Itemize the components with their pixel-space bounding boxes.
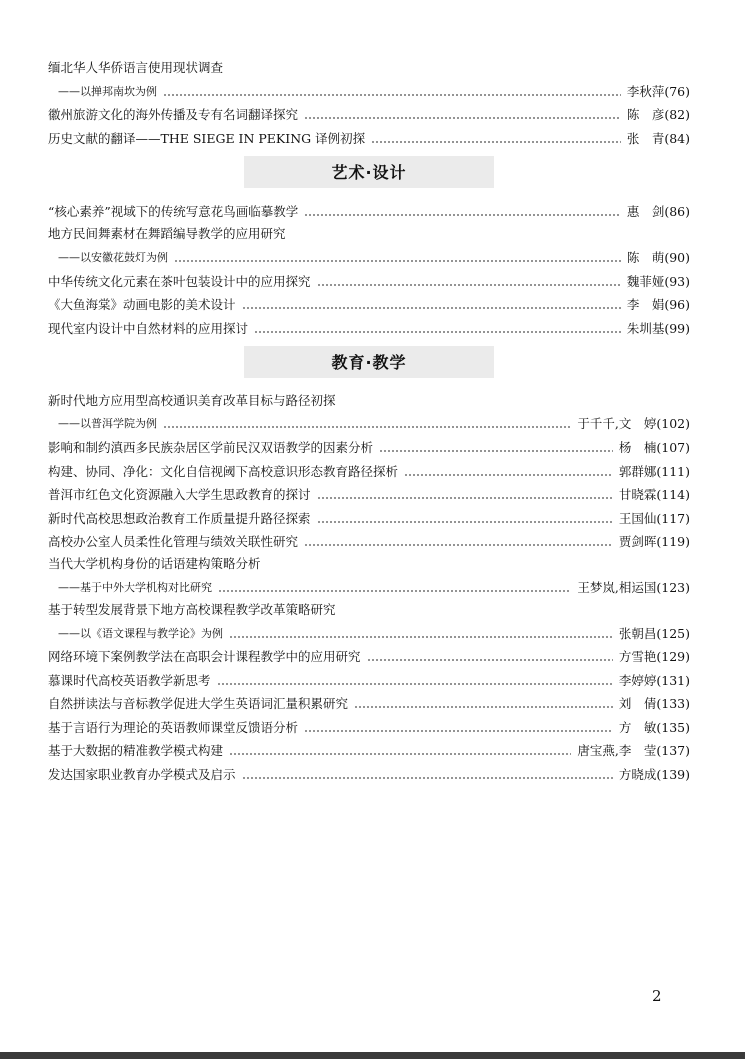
toc-title: 发达国家职业教育办学模式及启示 [48,767,236,783]
toc-author-page: 杨 楠(107) [618,439,690,455]
toc-entry [48,480,690,504]
dot-leader [254,331,621,333]
toc-entry [48,432,690,456]
dot-leader [317,521,613,523]
toc-entry [48,736,690,760]
toc-entry [48,618,690,642]
toc-author-page: 王梦岚,相运国(123) [577,579,690,595]
toc-author-page: 贾剑晖(119) [618,534,690,550]
dot-leader [371,141,621,143]
toc-author-page: 张 青(84) [626,130,690,146]
dot-leader [304,544,613,546]
bottom-rule [0,1052,745,1059]
toc-author-page: 张朝昌(125) [618,625,690,641]
dot-leader [163,94,621,96]
toc-title: 高校办公室人员柔性化管理与绩效关联性研究 [48,534,299,550]
toc-subtitle: ——以《语文课程与教学论》为例 [58,626,223,640]
toc-entry [48,712,690,736]
toc-author-page: 李 娟(96) [626,297,690,313]
toc-entry [48,266,690,290]
toc-title: 构建、协同、净化：文化自信视阈下高校意识形态教育路径探析 [48,463,399,479]
dot-leader [304,214,621,216]
toc-author-page: 郭群娜(111) [618,463,690,479]
toc-title: 网络环境下案例教学法在高职会计课程教学中的应用研究 [48,649,361,665]
toc-title: 历史文献的翻译——THE SIEGE IN PEKING 译例初探 [48,130,366,146]
section-title: 教育·教学 [244,346,494,378]
toc-author-page: 李婷婷(131) [618,672,690,688]
toc-article-title [48,387,690,409]
toc-title: 自然拼读法与音标教学促进大学生英语词汇量积累研究 [48,696,349,712]
toc-author-page: 陈 萌(90) [626,249,690,265]
toc-author-page: 陈 彦(82) [626,107,690,123]
toc-title: 现代室内设计中自然材料的应用探讨 [48,320,249,336]
toc-author-page: 方晓成(139) [618,767,690,783]
dot-leader [242,307,621,309]
toc-entry [48,456,690,480]
toc-title: 中华传统文化元素在茶叶包装设计中的应用探究 [48,273,311,289]
toc-article-title [48,220,690,242]
toc-entry [48,197,690,221]
toc-title: 普洱市红色文化资源融入大学生思政教育的探讨 [48,487,311,503]
toc-entry [48,409,690,433]
toc-title: 地方民间舞素材在舞蹈编导教学的应用研究 [48,226,286,242]
toc-author-page: 魏菲娅(93) [626,273,690,289]
dot-leader [354,706,613,708]
toc-entry [48,100,690,124]
toc-entry [48,290,690,314]
dot-leader [218,590,571,592]
toc-author-page: 甘晓霖(114) [618,487,690,503]
toc-entry [48,665,690,689]
dot-leader [174,260,621,262]
toc-author-page: 刘 倩(133) [618,696,690,712]
dot-leader [379,450,613,452]
toc-title: 影响和制约滇西多民族杂居区学前民汉双语教学的因素分析 [48,439,374,455]
dot-leader [229,753,571,755]
toc-entry [48,642,690,666]
toc-subtitle: ——基于中外大学机构对比研究 [58,580,212,594]
toc-article-title [48,596,690,618]
toc-entry [48,242,690,266]
dot-leader [229,636,613,638]
toc-entry [48,759,690,783]
toc-entry [48,503,690,527]
toc-entry [48,527,690,551]
toc-title: 《大鱼海棠》动画电影的美术设计 [48,297,236,313]
toc-title: 慕课时代高校英语教学新思考 [48,672,211,688]
toc-entry [48,123,690,147]
toc-title: 缅北华人华侨语言使用现状调查 [48,60,224,75]
toc-author-page: 李秋萍(76) [626,83,690,99]
toc-entry [48,313,690,337]
table-of-contents [48,54,690,783]
toc-author-page: 方 敏(135) [618,719,690,735]
toc-entry [48,572,690,596]
toc-entry [48,689,690,713]
toc-title: “核心素养”视域下的传统写意花鸟画临摹教学 [48,204,299,220]
toc-title: 徽州旅游文化的海外传播及专有名词翻译探究 [48,107,299,123]
toc-author-page: 唐宝燕,李 莹(137) [577,743,690,759]
page-number: 2 [652,987,662,1005]
toc-entry [48,76,690,100]
dot-leader [217,683,613,685]
toc-subtitle: ——以掸邦南坎为例 [58,84,157,98]
section-title: 艺术·设计 [244,156,494,188]
dot-leader [163,426,571,428]
toc-title: 基于转型发展背景下地方高校课程教学改革策略研究 [48,601,336,617]
toc-title: 当代大学机构身份的话语建构策略分析 [48,556,261,572]
dot-leader [304,730,613,732]
toc-author-page: 王国仙(117) [618,510,690,526]
toc-author-page: 于千千,文 婷(102) [577,416,690,432]
section-header [48,337,690,387]
toc-title: 基于言语行为理论的英语教师课堂反馈语分析 [48,719,299,735]
toc-subtitle: ——以普洱学院为例 [58,417,157,431]
toc-author-page: 朱圳基(99) [626,320,690,336]
toc-title: 新时代地方应用型高校通识美育改革目标与路径初探 [48,392,336,408]
dot-leader [304,117,621,119]
dot-leader [404,474,613,476]
toc-title: 新时代高校思想政治教育工作质量提升路径探索 [48,510,311,526]
dot-leader [317,284,621,286]
dot-leader [317,497,613,499]
toc-title: 基于大数据的精准教学模式构建 [48,743,224,759]
dot-leader [367,659,613,661]
toc-subtitle: ——以安徽花鼓灯为例 [58,250,168,264]
toc-article-title [48,550,690,572]
dot-leader [242,777,613,779]
toc-author-page: 方雪艳(129) [618,649,690,665]
toc-author-page: 惠 剑(86) [626,204,690,220]
toc-article-title [48,54,690,76]
section-header [48,147,690,197]
